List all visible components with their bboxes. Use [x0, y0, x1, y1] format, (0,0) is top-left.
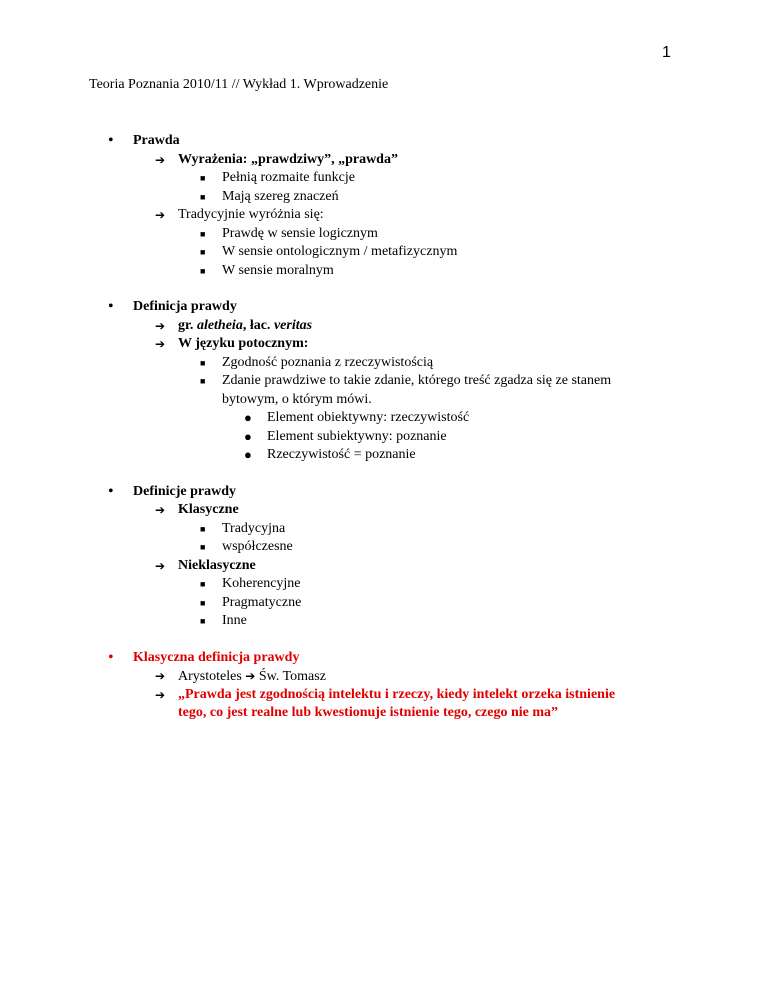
quote-line: „Prawda jest zgodnością intelektu i rzeczy, kiedy intelekt orzeka istnienie	[178, 686, 616, 702]
authors-line	[178, 667, 326, 687]
subheading: Wyrażenia: „prawdziwy”, „prawda”	[178, 151, 398, 167]
quote-line-continuation: tego, co jest realne lub kwestionuje istnienie tego, czego nie ma”	[178, 705, 559, 720]
list-item: Element obiektywny: rzeczywistość	[267, 410, 470, 425]
section-title: Definicje prawdy	[133, 483, 237, 499]
dot-bullet-icon: ●	[244, 428, 252, 444]
arrow-right-icon: ➔	[155, 669, 166, 683]
square-bullet-icon: ■	[200, 597, 206, 608]
square-bullet-icon: ■	[200, 247, 206, 257]
square-bullet-icon: ■	[200, 357, 206, 368]
square-bullet-icon: ■	[200, 191, 206, 202]
list-item-continuation: bytowym, o którym mówi.	[222, 391, 372, 407]
square-bullet-icon: ■	[200, 579, 206, 589]
greek-term: aletheia	[196, 317, 243, 333]
section-title: Klasyczna definicja prawdy	[133, 649, 300, 665]
arrow-right-icon: ➔	[155, 687, 166, 702]
square-bullet-icon: ■	[200, 376, 206, 386]
section-title: Definicja prawdy	[133, 299, 237, 314]
list-item: Pragmatyczne	[222, 594, 302, 610]
list-item: Zdanie prawdziwe to takie zdanie, którego treść zgadza się ze stanem	[222, 373, 612, 388]
dot-bullet-icon: ●	[244, 447, 252, 462]
etymology-line	[178, 317, 312, 336]
section-definicja-prawdy	[0, 298, 760, 317]
latin-term: veritas	[273, 317, 313, 333]
subheading: W języku potocznym:	[178, 336, 309, 351]
section-prawda	[0, 132, 760, 151]
document-body	[0, 132, 760, 723]
etymology-mid: , łac.	[242, 317, 274, 333]
square-bullet-icon: ■	[200, 265, 206, 276]
etymology-prefix: gr.	[178, 317, 197, 333]
page-number: 1	[662, 44, 671, 61]
square-bullet-icon: ■	[200, 173, 206, 183]
section-definicje-prawdy	[0, 483, 760, 502]
bullet-icon: •	[108, 648, 114, 666]
subheading: Klasyczne	[178, 502, 239, 517]
arrow-right-icon: ➔	[155, 208, 166, 222]
bullet-icon: •	[108, 132, 114, 149]
subheading: Tradycyjnie wyróżnia się:	[178, 207, 324, 222]
subheading: Nieklasyczne	[178, 557, 256, 573]
arrow-right-icon: ➔	[245, 669, 256, 683]
list-item: Koherencyjne	[222, 576, 301, 591]
square-bullet-icon: ■	[200, 542, 206, 552]
list-item: Prawdę w sensie logicznym	[222, 225, 378, 241]
list-item: Element subiektywny: poznanie	[267, 428, 447, 444]
arrow-right-icon: ➔	[155, 152, 166, 167]
arrow-right-icon: ➔	[155, 503, 166, 517]
arrow-right-icon: ➔	[155, 337, 166, 351]
list-item: Pełnią rozmaite funkcje	[222, 170, 355, 185]
list-item: Zgodność poznania z rzeczywistością	[222, 354, 434, 370]
list-item: W sensie ontologicznym / metafizycznym	[222, 244, 458, 259]
bullet-icon: •	[108, 482, 114, 500]
section-klasyczna-definicja	[0, 649, 760, 668]
square-bullet-icon: ■	[200, 228, 206, 239]
document-header: Teoria Poznania 2010/11 // Wykład 1. Wprowadzenie	[89, 77, 389, 92]
list-item: współczesne	[222, 539, 293, 554]
author-from: Arystoteles	[178, 669, 242, 684]
bullet-icon: •	[108, 298, 114, 315]
dot-bullet-icon: ●	[244, 410, 252, 425]
list-item: Rzeczywistość = poznanie	[267, 447, 416, 462]
square-bullet-icon: ■	[200, 616, 206, 626]
list-item: Tradycyjna	[222, 520, 286, 536]
list-item: W sensie moralnym	[222, 262, 334, 278]
arrow-right-icon: ➔	[155, 318, 166, 333]
author-to: Św. Tomasz	[258, 669, 326, 684]
section-title: Prawda	[133, 133, 180, 148]
arrow-right-icon: ➔	[155, 558, 166, 573]
list-item: Inne	[222, 613, 247, 628]
list-item: Mają szereg znaczeń	[222, 188, 339, 204]
square-bullet-icon: ■	[200, 523, 206, 534]
